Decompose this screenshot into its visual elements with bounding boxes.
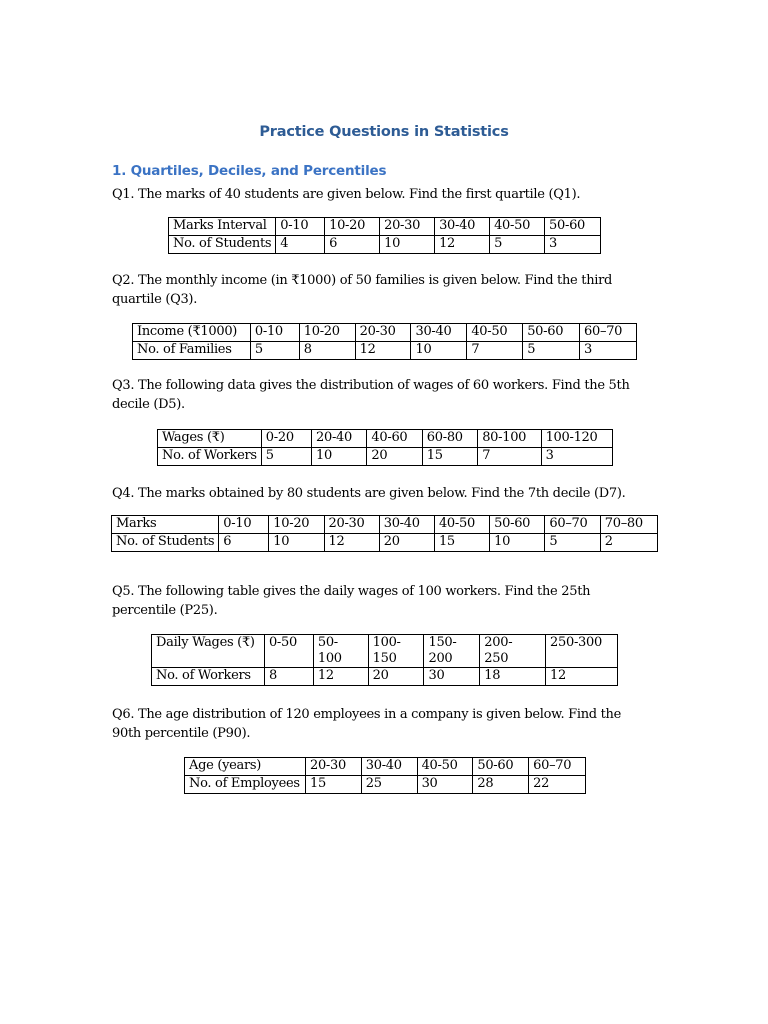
table-cell: 10 bbox=[380, 236, 435, 254]
table-cell: 5 bbox=[545, 534, 600, 552]
table-cell: 28 bbox=[473, 776, 529, 794]
table-cell: 60–70 bbox=[529, 758, 586, 776]
table-header-row bbox=[185, 758, 586, 776]
table-cell: 12 bbox=[324, 534, 379, 552]
table-cell: 15 bbox=[422, 448, 477, 466]
table-cell: 80-100 bbox=[478, 430, 541, 448]
row-label-cell: No. of Families bbox=[133, 342, 251, 360]
table-cell: 10 bbox=[411, 342, 467, 360]
question-1-text: Q1. The marks of 40 students are given below. Find the first quartile (Q1). bbox=[112, 187, 581, 202]
question-1-table bbox=[168, 217, 601, 254]
table-cell: 20 bbox=[367, 448, 422, 466]
table-row bbox=[112, 534, 658, 552]
table-cell: 30 bbox=[424, 668, 480, 686]
table-cell: 20-30 bbox=[355, 324, 411, 342]
document-title: Practice Questions in Statistics bbox=[259, 124, 509, 140]
table-cell: 20-30 bbox=[324, 516, 379, 534]
table-cell: 20-30 bbox=[380, 218, 435, 236]
table-cell: 12 bbox=[546, 668, 618, 686]
question-5-table bbox=[151, 634, 618, 686]
table-cell: 0-10 bbox=[219, 516, 269, 534]
question-4-text: Q4. The marks obtained by 80 students are given below. Find the 7th decile (D7). bbox=[112, 486, 626, 501]
question-3-text: Q3. The following data gives the distribution of wages of 60 workers. Find the 5th decile (D5). bbox=[112, 378, 630, 412]
table-cell: 3 bbox=[545, 236, 601, 254]
table-cell: 30-40 bbox=[379, 516, 434, 534]
row-label-cell: No. of Students bbox=[169, 236, 276, 254]
table-cell: 100- 150 bbox=[368, 635, 424, 668]
table-cell: 30-40 bbox=[361, 758, 417, 776]
table-cell: 30 bbox=[417, 776, 473, 794]
table-cell: 10 bbox=[312, 448, 367, 466]
table-row bbox=[152, 668, 618, 686]
table-cell: 50-60 bbox=[545, 218, 601, 236]
table-cell: 10 bbox=[269, 534, 324, 552]
table-cell: 3 bbox=[580, 342, 637, 360]
table-header-row bbox=[169, 218, 601, 236]
table-cell: 70–80 bbox=[600, 516, 657, 534]
table-cell: 10 bbox=[490, 534, 545, 552]
table-cell: 5 bbox=[523, 342, 580, 360]
table-row bbox=[185, 776, 586, 794]
table-header-row bbox=[152, 635, 618, 668]
section-heading: 1. Quartiles, Deciles, and Percentiles bbox=[112, 163, 387, 179]
table-cell: 4 bbox=[276, 236, 325, 254]
table-cell: 50-60 bbox=[523, 324, 580, 342]
table-cell: 25 bbox=[361, 776, 417, 794]
row-label-cell: Age (years) bbox=[185, 758, 306, 776]
table-cell: 0-10 bbox=[250, 324, 299, 342]
table-row bbox=[133, 342, 637, 360]
table-cell: 10-20 bbox=[325, 218, 380, 236]
question-5-text: Q5. The following table gives the daily wages of 100 workers. Find the 25th percentile (P25). bbox=[112, 584, 591, 618]
row-label-cell: No. of Workers bbox=[158, 448, 262, 466]
table-cell: 250-300 bbox=[546, 635, 618, 668]
table-cell: 3 bbox=[541, 448, 612, 466]
table-cell: 50- 100 bbox=[313, 635, 368, 668]
table-cell: 12 bbox=[435, 236, 490, 254]
table-header-row bbox=[158, 430, 613, 448]
question-2-text: Q2. The monthly income (in ₹1000) of 50 families is given below. Find the third quartile (Q3). bbox=[112, 273, 613, 307]
table-header-row bbox=[112, 516, 658, 534]
table-cell: 8 bbox=[299, 342, 355, 360]
question-3-table bbox=[157, 429, 613, 466]
row-label-cell: No. of Students bbox=[112, 534, 219, 552]
table-cell: 0-50 bbox=[264, 635, 313, 668]
table-cell: 10-20 bbox=[269, 516, 324, 534]
table-cell: 5 bbox=[250, 342, 299, 360]
row-label-cell: Daily Wages (₹) bbox=[152, 635, 265, 668]
table-cell: 5 bbox=[261, 448, 311, 466]
table-cell: 20-30 bbox=[305, 758, 361, 776]
table-cell: 20 bbox=[379, 534, 434, 552]
row-label-cell: Wages (₹) bbox=[158, 430, 262, 448]
table-cell: 40-50 bbox=[417, 758, 473, 776]
table-cell: 50-60 bbox=[473, 758, 529, 776]
row-label-cell: Income (₹1000) bbox=[133, 324, 251, 342]
table-cell: 40-50 bbox=[490, 218, 545, 236]
table-cell: 18 bbox=[480, 668, 546, 686]
table-cell: 2 bbox=[600, 534, 657, 552]
table-cell: 40-60 bbox=[367, 430, 422, 448]
question-6-text: Q6. The age distribution of 120 employees in a company is given below. Find the 90th percentile (P90). bbox=[112, 707, 622, 741]
table-cell: 20-40 bbox=[312, 430, 367, 448]
table-cell: 10-20 bbox=[299, 324, 355, 342]
row-label-cell: Marks Interval bbox=[169, 218, 276, 236]
table-cell: 30-40 bbox=[411, 324, 467, 342]
table-cell: 60–70 bbox=[545, 516, 600, 534]
table-header-row bbox=[133, 324, 637, 342]
table-cell: 15 bbox=[434, 534, 489, 552]
table-cell: 30-40 bbox=[435, 218, 490, 236]
question-2-table bbox=[132, 323, 637, 360]
table-cell: 50-60 bbox=[490, 516, 545, 534]
row-label-cell: Marks bbox=[112, 516, 219, 534]
table-cell: 8 bbox=[264, 668, 313, 686]
table-cell: 200- 250 bbox=[480, 635, 546, 668]
question-4-table bbox=[111, 515, 658, 552]
table-row bbox=[169, 236, 601, 254]
table-cell: 6 bbox=[325, 236, 380, 254]
table-cell: 0-20 bbox=[261, 430, 311, 448]
table-cell: 60-80 bbox=[422, 430, 477, 448]
table-cell: 0-10 bbox=[276, 218, 325, 236]
table-row bbox=[158, 448, 613, 466]
row-label-cell: No. of Workers bbox=[152, 668, 265, 686]
table-cell: 6 bbox=[219, 534, 269, 552]
table-cell: 100-120 bbox=[541, 430, 612, 448]
table-cell: 7 bbox=[478, 448, 541, 466]
table-cell: 12 bbox=[355, 342, 411, 360]
table-cell: 20 bbox=[368, 668, 424, 686]
table-cell: 60–70 bbox=[580, 324, 637, 342]
table-cell: 5 bbox=[490, 236, 545, 254]
table-cell: 22 bbox=[529, 776, 586, 794]
table-cell: 7 bbox=[467, 342, 523, 360]
table-cell: 40-50 bbox=[434, 516, 489, 534]
table-cell: 12 bbox=[313, 668, 368, 686]
table-cell: 40-50 bbox=[467, 324, 523, 342]
question-6-table bbox=[184, 757, 586, 794]
table-cell: 15 bbox=[305, 776, 361, 794]
table-cell: 150- 200 bbox=[424, 635, 480, 668]
row-label-cell: No. of Employees bbox=[185, 776, 306, 794]
